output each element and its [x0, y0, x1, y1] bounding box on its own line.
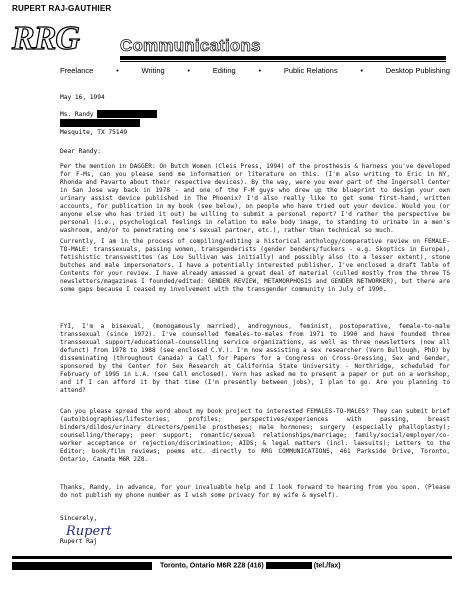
service-editing: Editing — [212, 66, 236, 75]
separator: • — [258, 66, 262, 75]
redaction-bar — [12, 562, 152, 570]
recipient-name — [60, 110, 157, 118]
signature: Rupert — [66, 524, 112, 539]
service-writing: Writing — [141, 66, 165, 75]
separator: • — [116, 66, 119, 75]
footer-city: Toronto, Ontario M6R 2Z8 — [160, 562, 246, 570]
letterhead-rule — [120, 56, 446, 60]
paragraph-3: FYI, I'm a bisexual, (monogamously married), androgynous, feminist, postoperative, female-to-male transsexual (since 1972). I've counselled females-to-males from 1971 to 1990 and have founded three transsexual support/educational-counselling service organizations, as well as three newsletters (now all defunct) from 1978 to 1988 (see enclosed C.V.). I'm now assisting a sex researcher (Vern Bullough, PhD) by disseminating (throughout Canada) a Call for Papers for a Congress on Cross-Dressing, Sex and Gender, sponsored by the Center for Sex Research at California State University - Northridge, scheduled for February of 1995 in L.A. (see Call enclosed). Vern has asked me to present a paper or put on a workshop, and if I can afford it by that time (I'm presently between jobs), I plan to go. Are you planning to attend? — [60, 323, 450, 394]
redaction-bar — [266, 562, 312, 569]
redaction-bar — [97, 110, 157, 118]
separator: • — [360, 66, 363, 75]
separator: • — [187, 66, 191, 75]
recipient-prefix: Ms. Randy — [60, 111, 94, 118]
signer-name: Rupert Raj — [60, 538, 98, 545]
letter-date: May 16, 1994 — [60, 94, 105, 101]
footer-phone-prefix: (416) — [247, 562, 264, 570]
service-public-relations: Public Relations — [283, 66, 338, 75]
paragraph-1: Per the mention in DAGGER: On Butch Women (Cleis Press, 1994) of the prosthesis & harness you've developed for F-Ms, can you please send me information or literature on this. (I'm also writing to Eric in NY, Rhonda and Pavarto about their respective devices). By the way, were you ever part of the Ingersoll Center in San Jose way back in 1978 - and one of the F-M guys who drew up the blueprint to design your own urinary assist device published in The Phoenix? I'd also really like to get some first-hand, written accounts, for publication in my book (see below), on people who have tried out your device. Would you (or anyone else who has tried it out) be willing to submit a personal report? I'd rather the perspective be personal (i.e., psychological feelings in relation to male body image, to standing to urinate in a men's washroom, and/or to penetrating one's sexual partner, etc.), rather than technical so much. — [60, 163, 450, 234]
paragraph-2: Currently, I am in the process of compiling/editing a historical anthology/comparative review on FEMALE-TO-MALE: transsexuals, passing women, transgenderists (gender benders/fuckers - e.g. Skoptics in Europe), fetishistic transvestites (as Lou Sullivan was initially) and possibly also (to a lesser extent), stone butches and male impersonators. I have a potentially interested publisher. I've enclosed a draft Table of Contents for your review. I have already amassed a great deal of material (culled mostly from the three TS newsletters/magazines I founded/edited: GENDER REVIEW, METAMORPHOSIS and GENDER NETWORKER), but there are some gaps because I ceased my involvement with the transgender community in July of 1990. — [60, 238, 450, 293]
services-bar — [60, 66, 450, 75]
logo: RRG — [12, 20, 79, 57]
recipient-city: Mesquite, TX 75149 — [60, 129, 128, 136]
footer-phone-suffix: (tel./fax) — [313, 562, 341, 570]
service-desktop-publishing: Desktop Publishing — [385, 66, 450, 75]
paragraph-4: Can you please spread the word about my book project to interested FEMALES-TO-MALES? They can submit brief (auto)biographies/lifestories, profiles; perspectives/experiences with passing, breast binders/dildos/urinary directors/penile prostheses; male hormones; surgery (especially phalloplasty); counselling/therapy; peer support; romantic/sexual relationships/marriage; family/social/employer/co-worker acceptance or rejection/discrimination; AIDS; & legal matters (incl. lawsuits); Letters to the Editor; book/film reviews; poems etc. directly to RRG COMMUNICATIONS, 461 Parkside Drive, Toronto, Ontario, Canada M6R 2Z8. — [60, 408, 450, 463]
footer-rule — [12, 556, 452, 559]
service-freelance: Freelance — [60, 66, 94, 75]
closing: Sincerely, — [60, 515, 98, 522]
paragraph-5: Thanks, Randy, in advance, for your invaluable help and I look forward to hearing from you soon. (Please do not publish my phone number as I wish some privacy for my wife & myself). — [60, 484, 450, 499]
logo-wordmark: Communications — [120, 36, 261, 55]
salutation: Dear Randy: — [60, 148, 101, 155]
letterhead-rule-thin — [120, 61, 446, 62]
letterhead-name: RUPERT RAJ-GAUTHIER — [12, 4, 112, 13]
redaction-bar — [60, 119, 140, 127]
footer-contact — [160, 562, 341, 569]
